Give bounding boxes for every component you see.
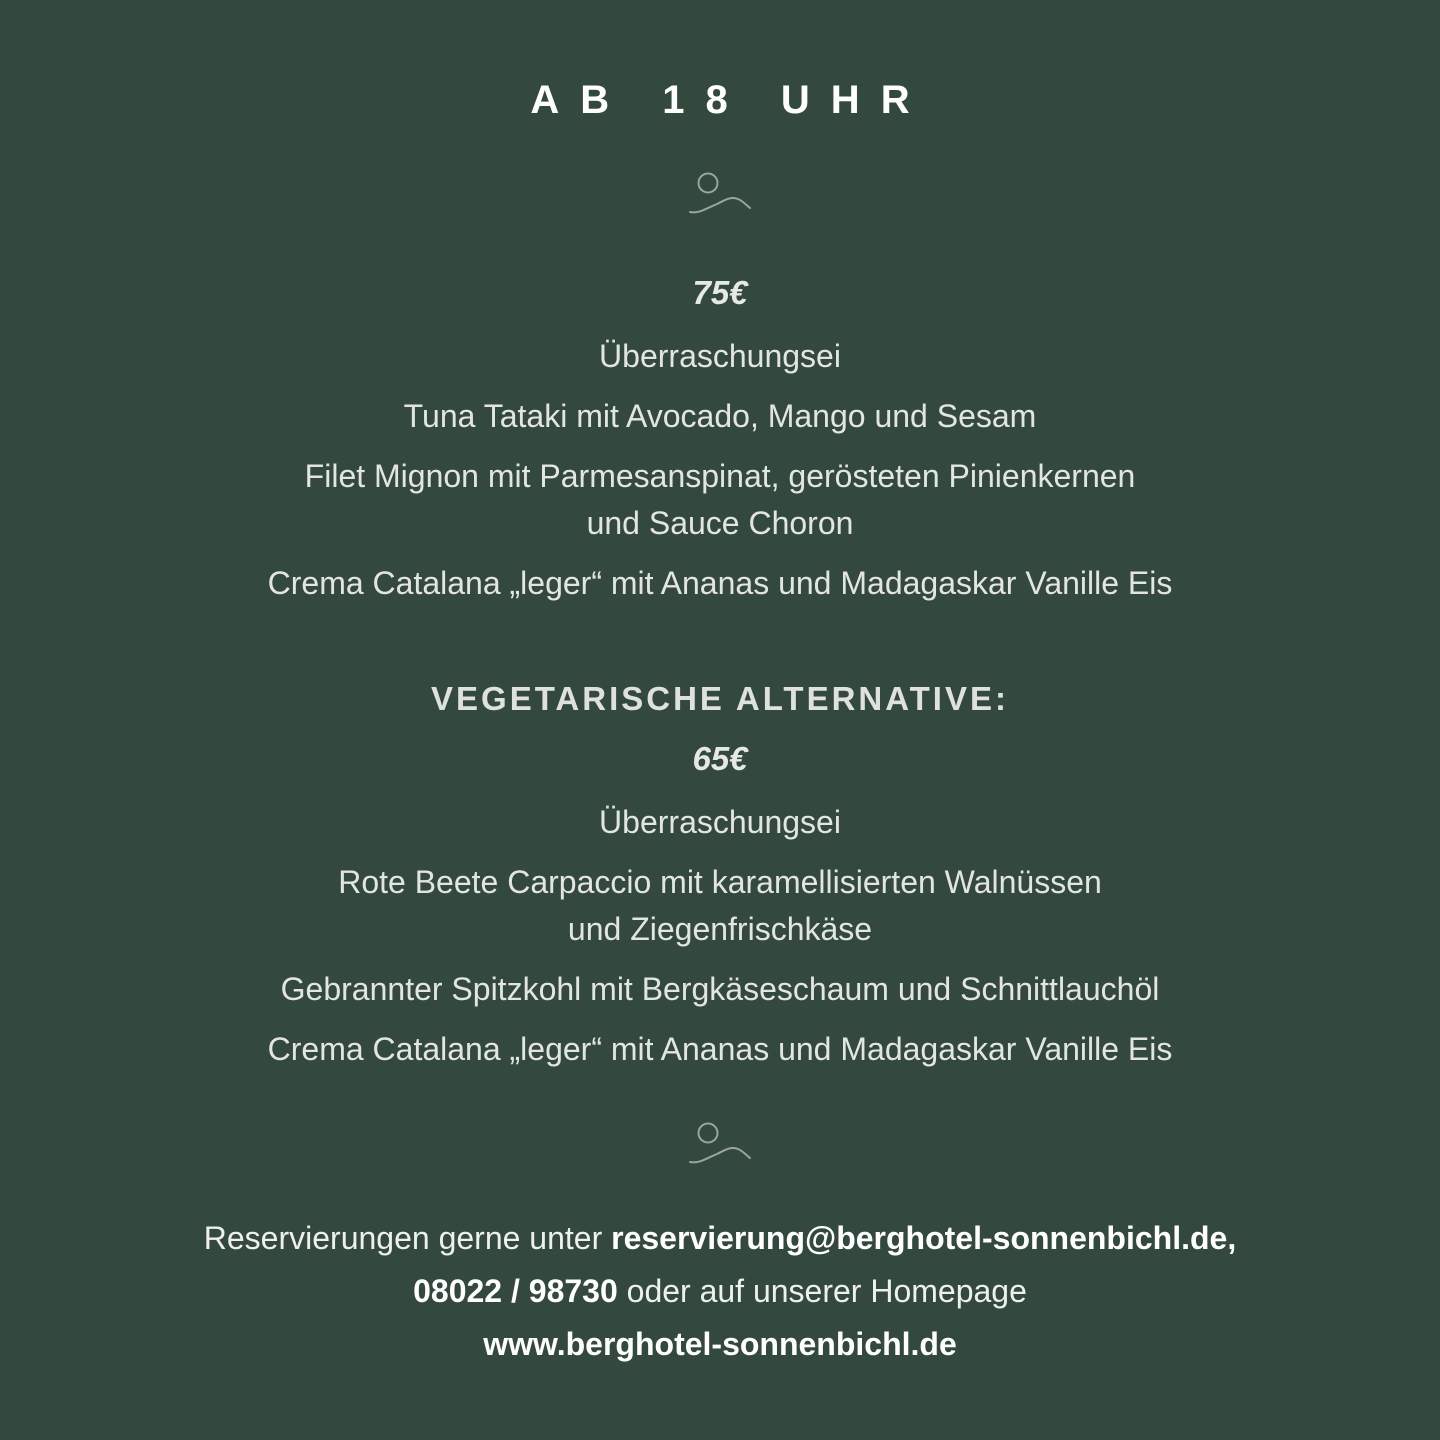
dish-line: Crema Catalana „leger“ mit Ananas und Madagaskar Vanille Eis <box>267 1031 1173 1067</box>
dish-item <box>0 966 1440 1013</box>
dish-line: Crema Catalana „leger“ mit Ananas und Madagaskar Vanille Eis <box>267 565 1173 601</box>
dish-item <box>0 393 1440 440</box>
sun-over-hills-icon <box>685 168 755 218</box>
website-link[interactable]: www.berghotel-sonnenbichl.de <box>483 1326 957 1362</box>
dish-item <box>0 799 1440 846</box>
dish-line: und Ziegenfrischkäse <box>567 911 873 947</box>
dish-item <box>0 859 1440 953</box>
reservation-middle: oder auf unserer Homepage <box>617 1273 1027 1309</box>
vegetarian-menu <box>0 672 1440 1073</box>
reservation-line-3 <box>0 1318 1440 1371</box>
reservation-line-1 <box>0 1212 1440 1265</box>
dish-line: und Sauce Choron <box>586 505 854 541</box>
vegetarian-menu-price: 65€ <box>692 740 748 777</box>
dish-line: Gebrannter Spitzkohl mit Bergkäseschaum und Schnittlauchöl <box>280 971 1160 1007</box>
reservation-email-link[interactable]: reservierung@berghotel-sonnenbichl.de, <box>611 1220 1237 1256</box>
dish-item <box>0 453 1440 547</box>
main-menu-price: 75€ <box>692 274 748 311</box>
dish-item <box>0 1026 1440 1073</box>
dish-line: Überraschungsei <box>599 338 841 374</box>
reservation-line-2 <box>0 1265 1440 1318</box>
dish-line: Tuna Tataki mit Avocado, Mango und Sesam <box>403 398 1037 434</box>
dish-item <box>0 560 1440 607</box>
reservation-info <box>0 1212 1440 1371</box>
vegetarian-menu-title: VEGETARISCHE ALTERNATIVE: <box>431 680 1009 717</box>
dish-line: Filet Mignon mit Parmesanspinat, gerösteten Pinienkernen <box>304 458 1136 494</box>
reservation-intro: Reservierungen gerne unter <box>203 1220 612 1256</box>
dish-item <box>0 333 1440 380</box>
dish-line: Rote Beete Carpaccio mit karamellisierten Walnüssen <box>338 864 1102 900</box>
page-title: AB 18 UHR <box>530 78 931 122</box>
main-menu <box>0 266 1440 607</box>
reservation-phone[interactable]: 08022 / 98730 <box>413 1273 618 1309</box>
dish-line: Überraschungsei <box>599 804 841 840</box>
sun-over-hills-icon <box>685 1118 755 1168</box>
